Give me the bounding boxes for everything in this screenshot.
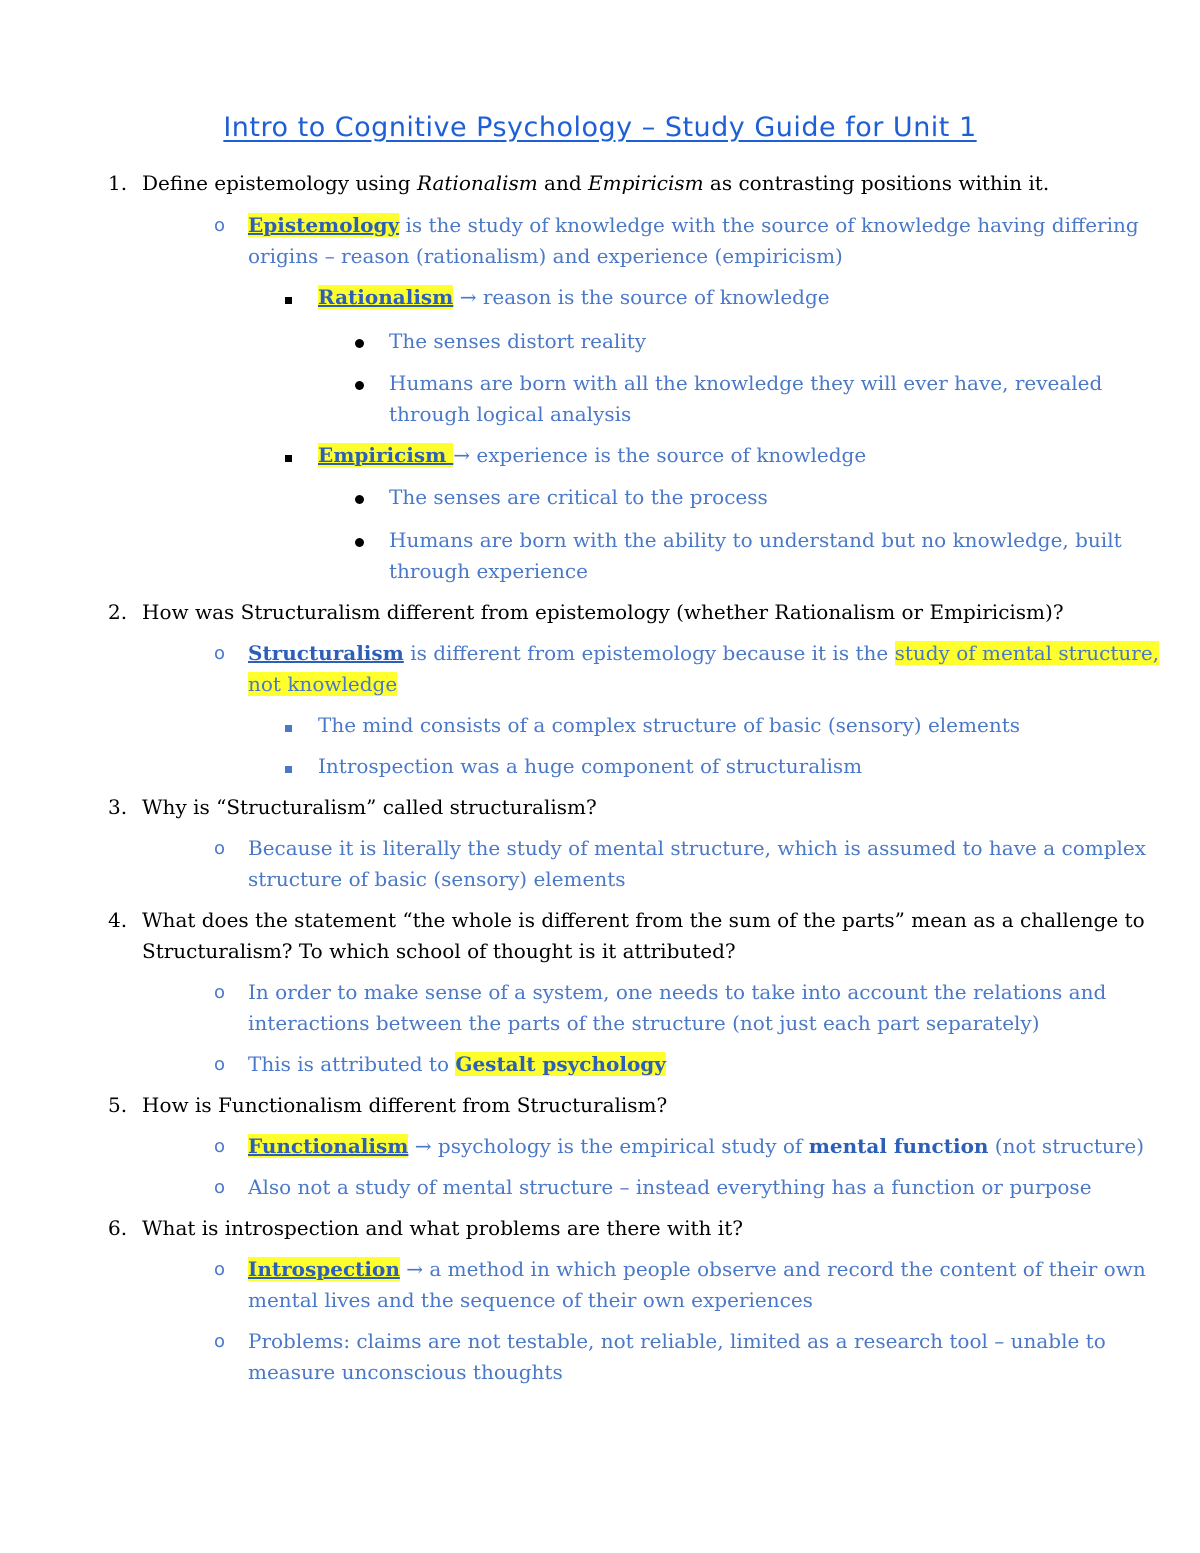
dot-bullet-icon [355,525,364,556]
square-bullet-icon [285,710,292,741]
answer-epistemology: Epistemology is the study of knowledge with the source of knowledge having differing [248,213,1139,237]
question-3: Why is “Structuralism” called structuralism? [142,795,597,819]
structuralism-point: Introspection was a huge component of structuralism [318,754,863,778]
item-number: 5. [108,1093,128,1117]
arrow-icon: → [406,1257,423,1281]
question-4-cont: Structuralism? To which school of thought is it attributed? [142,939,736,963]
answer-4-cont: interactions between the parts of the structure (not just each part separately) [248,1011,1040,1035]
rationalism-point: The senses distort reality [389,329,647,353]
structuralism-point: The mind consists of a complex structure of basic (sensory) elements [318,713,1021,737]
question-1: Define epistemology using Rationalism and Empiricism as contrasting positions within it. [142,171,1050,195]
answer-introspection: Introspection → a method in which people observe and record the content of their own [248,1257,1146,1281]
answer-5-b: Also not a study of mental structure – instead everything has a function or purpose [248,1175,1092,1199]
dot-bullet-icon [355,368,364,399]
empiricism-def: Empiricism → experience is the source of knowledge [318,443,867,467]
arrow-icon: → [453,443,471,467]
rationalism-point: Humans are born with all the knowledge they will ever have, revealed [389,371,1103,395]
o-bullet-icon: o [214,215,226,236]
arrow-icon: → [414,1134,432,1158]
square-bullet-icon [285,282,292,313]
empiricism-point: Humans are born with the ability to understand but no knowledge, built [389,528,1122,552]
square-bullet-icon [285,440,292,471]
question-5: How is Functionalism different from Structuralism? [142,1093,668,1117]
empiricism-point-cont: through experience [389,559,588,583]
o-bullet-icon: o [214,1331,226,1352]
o-bullet-icon: o [214,982,226,1003]
answer-structuralism: Structuralism is different from epistemology because it is the study of mental structure, [248,641,1160,665]
answer-4: In order to make sense of a system, one needs to take into account the relations and [248,980,1107,1004]
square-bullet-icon [285,751,292,782]
question-2: How was Structuralism different from epistemology (whether Rationalism or Empiricism)? [142,600,1064,624]
o-bullet-icon: o [214,838,226,859]
answer-3-cont: structure of basic (sensory) elements [248,867,626,891]
dot-bullet-icon [355,482,364,513]
item-number: 3. [108,795,128,819]
o-bullet-icon: o [214,1177,226,1198]
page-title: Intro to Cognitive Psychology – Study Guide for Unit 1 [223,112,977,143]
item-number: 2. [108,600,128,624]
answer-epistemology-cont: origins – reason (rationalism) and experience (empiricism) [248,244,843,268]
o-bullet-icon: o [214,1136,226,1157]
answer-4-attribution: This is attributed to Gestalt psychology [248,1052,666,1076]
arrow-icon: → [459,285,477,309]
o-bullet-icon: o [214,1259,226,1280]
question-4: What does the statement “the whole is different from the sum of the parts” mean as a challenge to [142,908,1145,932]
o-bullet-icon: o [214,643,226,664]
question-6: What is introspection and what problems are there with it? [142,1216,743,1240]
answer-structuralism-cont: not knowledge [248,672,398,696]
item-number: 4. [108,908,128,932]
answer-6-problems-cont: measure unconscious thoughts [248,1360,563,1384]
rationalism-point-cont: through logical analysis [389,402,632,426]
answer-introspection-cont: mental lives and the sequence of their own experiences [248,1288,813,1312]
rationalism-def: Rationalism → reason is the source of knowledge [318,285,830,309]
dot-bullet-icon [355,326,364,357]
empiricism-point: The senses are critical to the process [389,485,768,509]
o-bullet-icon: o [214,1054,226,1075]
answer-6-problems: Problems: claims are not testable, not reliable, limited as a research tool – unable to [248,1329,1106,1353]
answer-functionalism: Functionalism → psychology is the empirical study of mental function (not structure) [248,1134,1144,1158]
item-number: 1. [108,171,128,195]
answer-3: Because it is literally the study of mental structure, which is assumed to have a complex [248,836,1147,860]
item-number: 6. [108,1216,128,1240]
